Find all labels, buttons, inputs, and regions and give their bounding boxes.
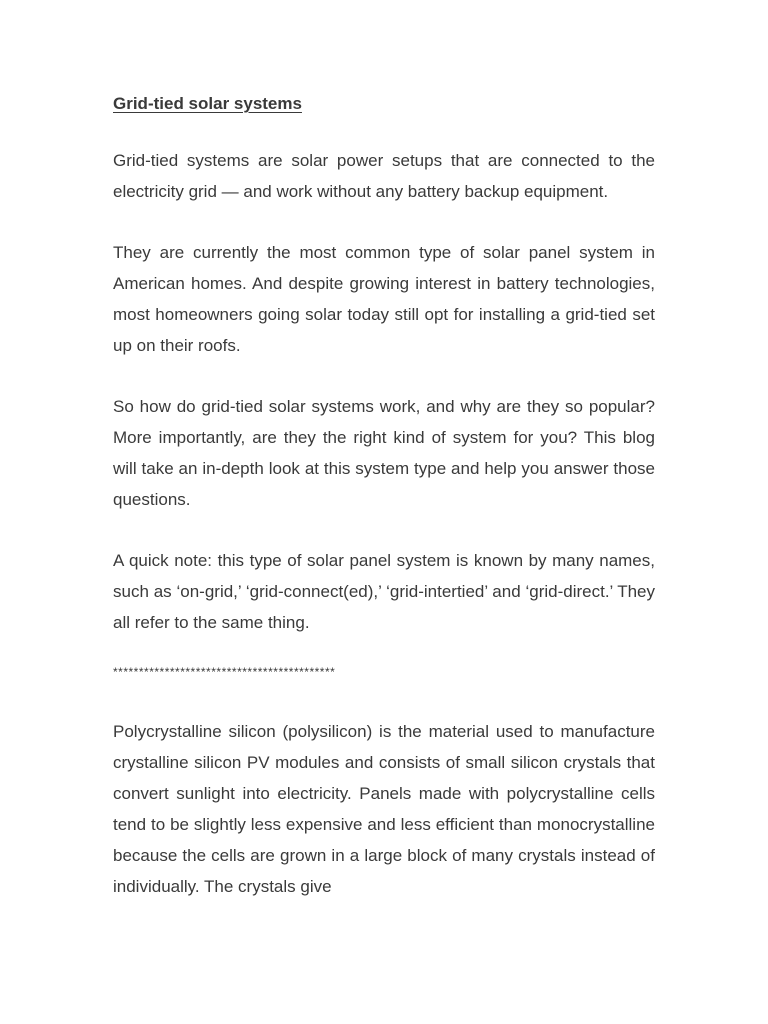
paragraph-quick-note: A quick note: this type of solar panel system is known by many names, such as ‘on-grid,’ ‘grid-connect(ed),’ ‘grid-intertied’ and ‘grid-direct.’ They all refer to the same thing. xyxy=(113,551,655,632)
document-body xyxy=(113,91,655,932)
paragraph-how-it-works: So how do grid-tied solar systems work, and why are they so popular? More importantly, are they the right kind of system for you? This blog will take an in-depth look at this system type and help you answer those questions. xyxy=(113,397,655,509)
asterisk-separator: ******************************************* xyxy=(113,665,336,679)
document-title: Grid-tied solar systems xyxy=(113,94,302,113)
paragraph-grid-tied-definition: Grid-tied systems are solar power setups that are connected to the electricity grid — and work without any battery backup equipment. xyxy=(113,151,655,201)
paragraph-common-type: They are currently the most common type of solar panel system in American homes. And despite growing interest in battery technologies, most homeowners going solar today still opt for installing a grid-tied set up on their roofs. xyxy=(113,243,655,355)
paragraph-polycrystalline: Polycrystalline silicon (polysilicon) is the material used to manufacture crystalline silicon PV modules and consists of small silicon crystals that convert sunlight into electricity. Panels made with polycrystalline cells tend to be slightly less expensive and less efficient than monocrystalline because the cells are grown in a large block of many crystals instead of individually. The crystals give xyxy=(113,722,655,896)
